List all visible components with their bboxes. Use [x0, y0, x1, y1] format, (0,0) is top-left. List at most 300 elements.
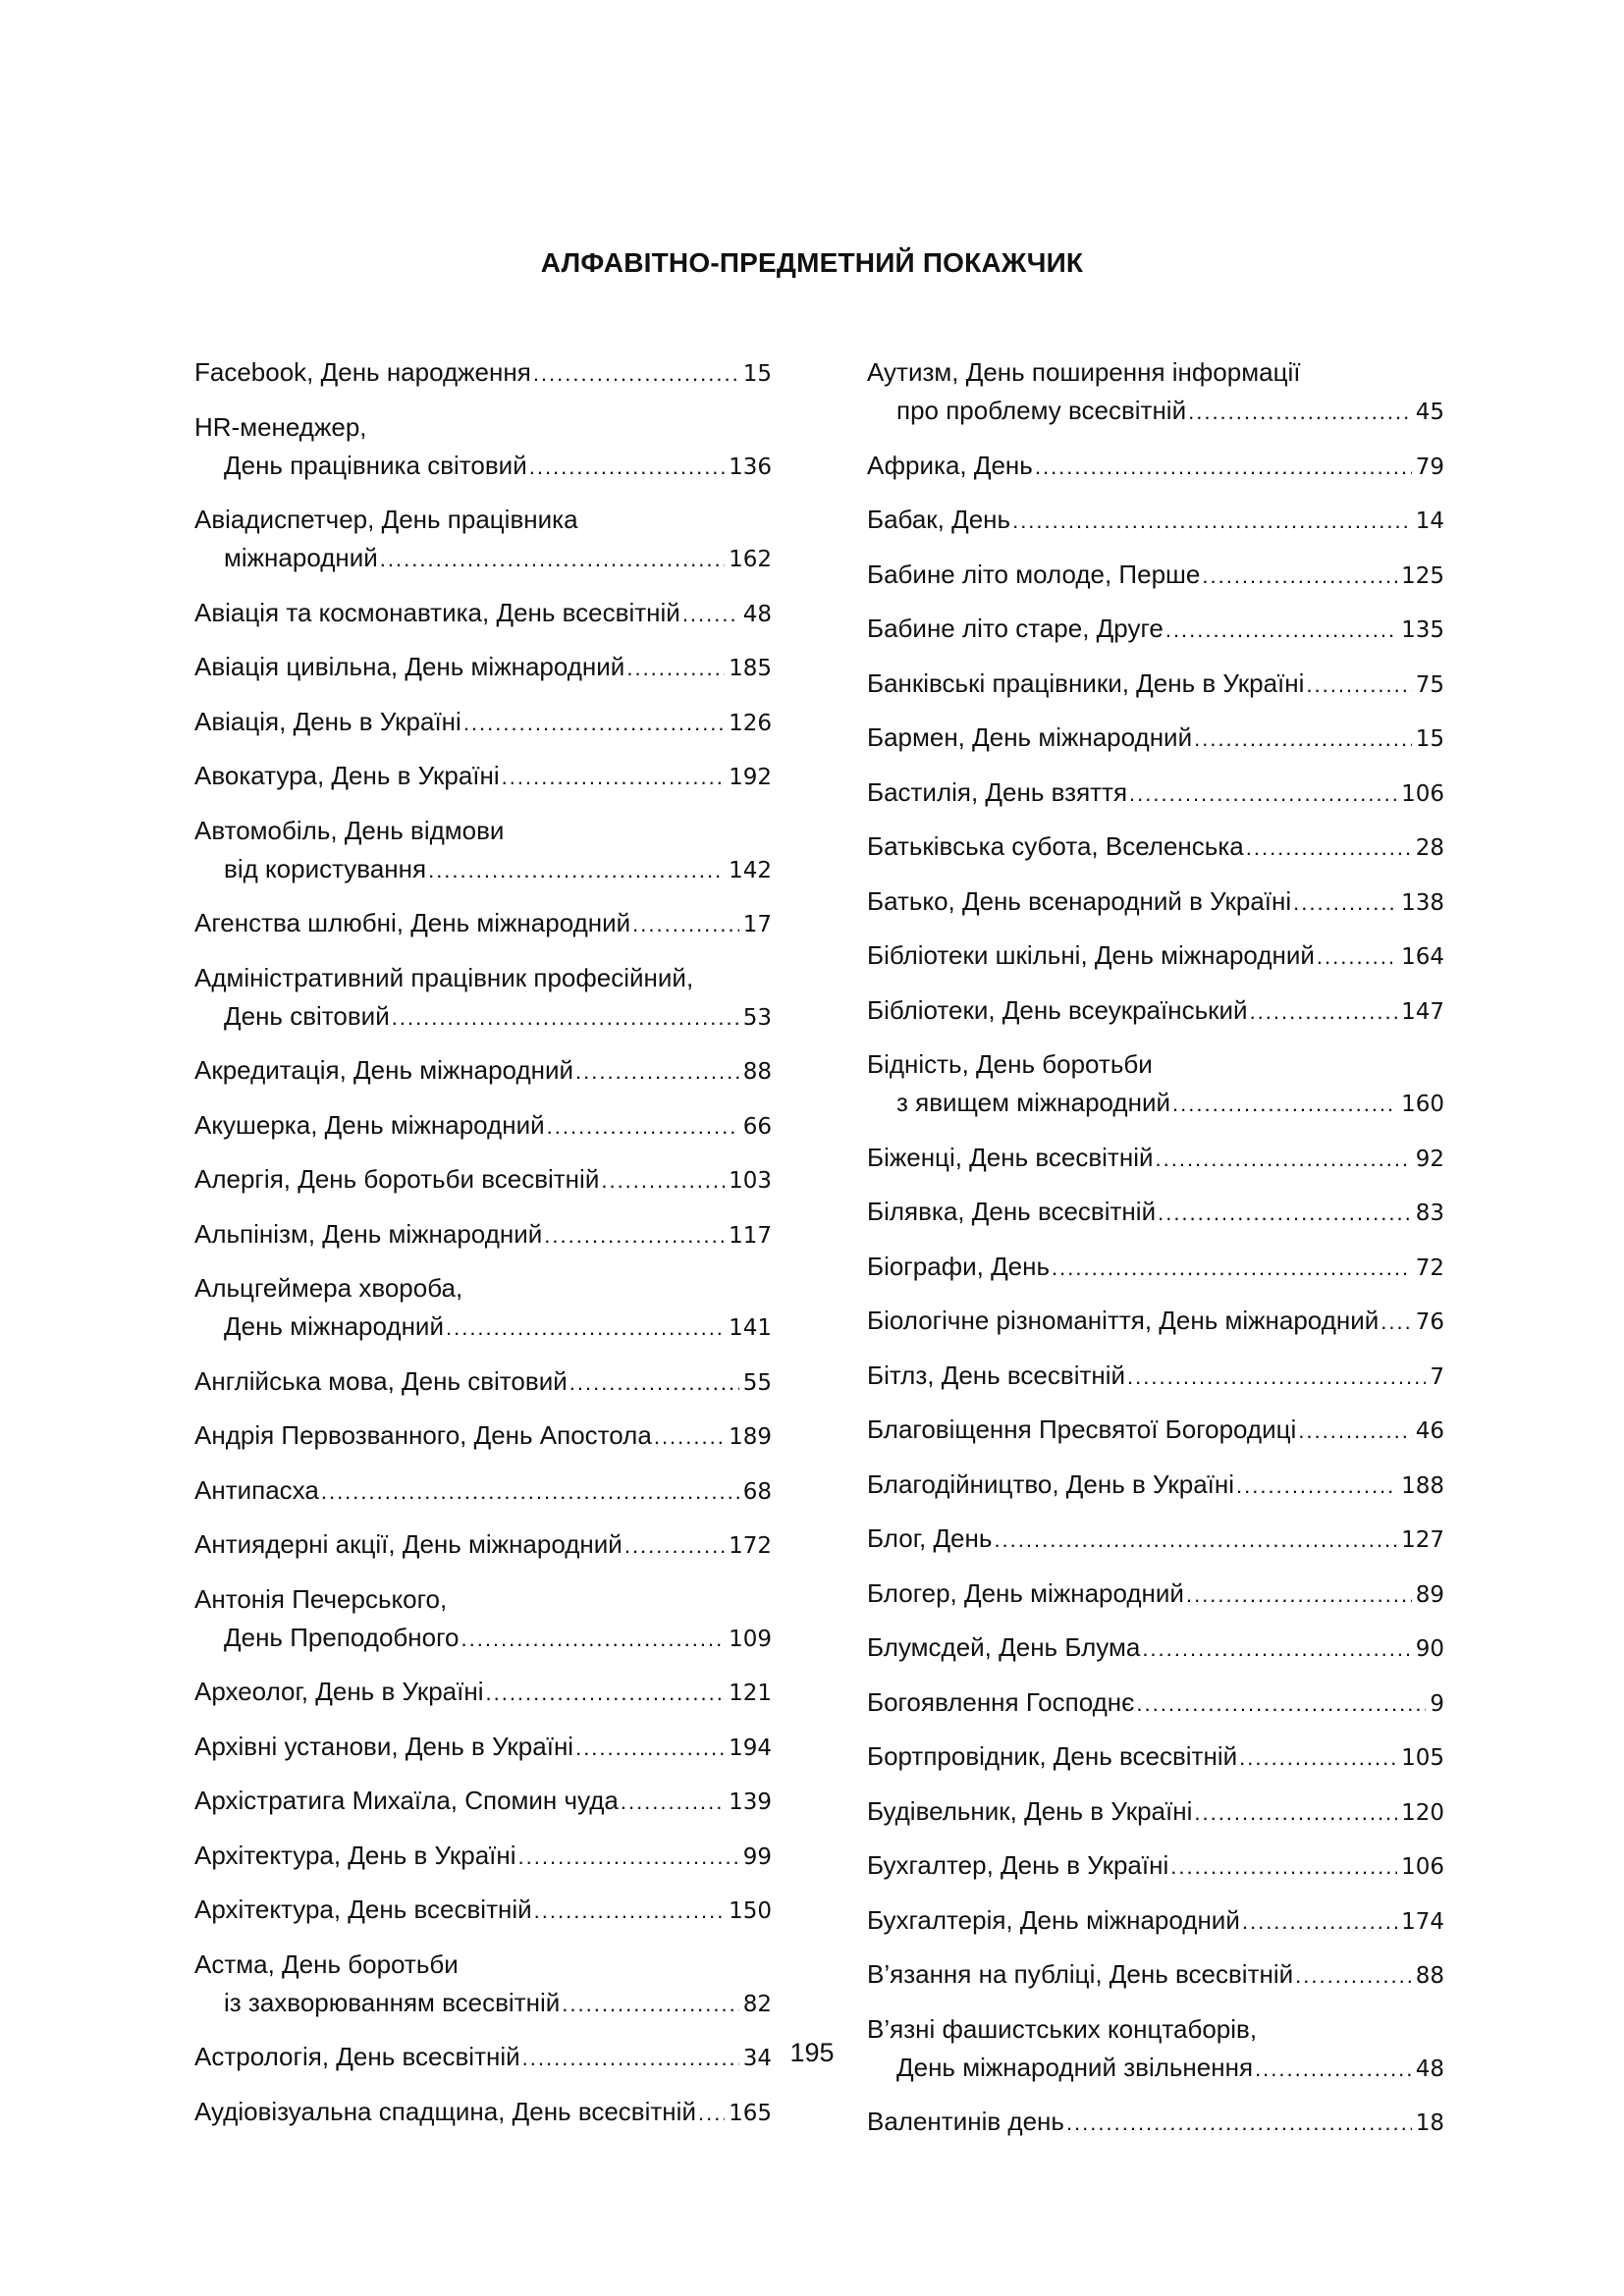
index-entry: [194, 1160, 772, 1201]
index-entry-line: [194, 594, 772, 634]
index-page-ref: 105: [1401, 1745, 1444, 1771]
index-entry-text: Блогер, День міжнародний: [867, 1577, 1184, 1608]
dot-leader: [533, 354, 739, 393]
index-page-ref: 185: [729, 656, 772, 681]
index-entry-continuation: [194, 539, 772, 579]
dot-leader: [1306, 666, 1411, 704]
dot-leader: [380, 540, 725, 578]
index-entry: [194, 1362, 772, 1403]
dot-leader: [1236, 1467, 1397, 1505]
index-entry: [194, 959, 772, 1038]
index-page-ref: 135: [1401, 617, 1444, 643]
index-entry-text: Богоявлення Господнє: [867, 1686, 1135, 1717]
dot-leader: [994, 1521, 1397, 1559]
index-entry-line: [867, 1139, 1444, 1179]
index-entry-text: Агенства шлюбні, День міжнародний: [194, 908, 631, 937]
dot-leader: [626, 649, 725, 687]
index-page-ref: 88: [742, 1059, 772, 1085]
index-entry-text: Авіація та космонавтика, День всесвітній: [194, 597, 680, 627]
index-page-ref: 45: [1415, 400, 1444, 425]
index-page-ref: 46: [1415, 1418, 1444, 1444]
index-page-ref: 55: [742, 1369, 772, 1396]
index-entry-continuation: [194, 850, 772, 890]
index-entry-text: Астма, День боротьби: [194, 1949, 459, 1979]
index-page-ref: 141: [729, 1315, 772, 1341]
dot-leader: [621, 1783, 725, 1821]
dot-leader: [1295, 1956, 1412, 1995]
index-entry-line: [867, 1737, 1444, 1778]
index-entry-continuation: [867, 1084, 1444, 1124]
index-entry: [194, 501, 772, 579]
index-entry-line: [867, 665, 1444, 705]
index-entry-line: [194, 408, 772, 447]
index-page-ref: 92: [1415, 1146, 1444, 1172]
page-number: 195: [789, 2038, 835, 2067]
index-entry-text: Альпінізм, День міжнародний: [194, 1218, 543, 1249]
dot-leader: [1293, 883, 1397, 922]
dot-leader: [1246, 828, 1412, 867]
index-entry: [867, 556, 1444, 596]
index-entry: [194, 1891, 772, 1931]
index-page-ref: 160: [1401, 1092, 1444, 1117]
index-entry-line: [194, 1416, 772, 1457]
index-page-ref: 66: [742, 1113, 772, 1140]
index-page-ref: 150: [729, 1898, 772, 1924]
index-entry: [194, 1782, 772, 1822]
index-page-ref: 72: [1415, 1255, 1444, 1281]
index-entry-continuation: [194, 1619, 772, 1659]
index-entry-line: [867, 936, 1444, 977]
dot-leader: [544, 1216, 725, 1255]
index-entry: [867, 2103, 1444, 2143]
dot-leader: [392, 998, 739, 1037]
index-entry-line: [194, 1891, 772, 1931]
index-entry-line: [867, 828, 1444, 868]
index-entry: [867, 1629, 1444, 1669]
index-column-left: [194, 353, 772, 2147]
dot-leader: [1194, 1793, 1397, 1832]
index-page-ref: 174: [1401, 1908, 1444, 1935]
index-entry-text: День міжнародний: [224, 1311, 444, 1341]
index-entry: [194, 757, 772, 797]
index-entry-line: [194, 1525, 772, 1566]
index-page-ref: 139: [729, 1789, 772, 1815]
index-entry-text: Благовіщення Пресвятої Богородиці: [867, 1415, 1297, 1444]
index-entry: [867, 719, 1444, 759]
index-entry-line: [194, 1106, 772, 1147]
index-page-ref: 99: [742, 1843, 772, 1870]
dot-leader: [529, 448, 725, 486]
index-entry-text: Блог, День: [867, 1523, 993, 1553]
index-entry: [194, 1416, 772, 1457]
index-entry: [867, 447, 1444, 487]
index-page-ref: 15: [1415, 726, 1444, 752]
index-entry: [867, 1955, 1444, 1996]
index-entry-line: [867, 1466, 1444, 1506]
index-entry: [867, 991, 1444, 1032]
dot-leader: [569, 1363, 739, 1402]
index-entry-line: [867, 1792, 1444, 1833]
index-entry-line: [867, 1901, 1444, 1942]
dot-leader: [575, 1052, 739, 1091]
index-page-ref: 15: [742, 361, 772, 387]
index-entry-text: В’язання на публіці, День всесвітній: [867, 1959, 1294, 1989]
dot-leader: [682, 595, 739, 633]
index-entry: [194, 1837, 772, 1877]
index-entry-text: Бортпровідник, День всесвітній: [867, 1741, 1238, 1771]
index-page-ref: 164: [1401, 944, 1444, 970]
index-entry-line: [867, 1520, 1444, 1560]
index-entry-text: Аутизм, День поширення інформації: [867, 357, 1301, 387]
dot-leader: [1156, 1140, 1412, 1178]
index-entry-text: Будівельник, День в Україні: [867, 1795, 1193, 1826]
dot-leader: [518, 1838, 739, 1876]
index-page-ref: 194: [729, 1735, 772, 1761]
dot-leader: [624, 1526, 725, 1565]
index-entry: [194, 2093, 772, 2133]
index-entry: [194, 904, 772, 944]
index-entry-text: Бібліотеки, День всеукраїнський: [867, 994, 1248, 1025]
index-entry: [194, 353, 772, 394]
index-entry-line: [867, 991, 1444, 1032]
index-entry-text: про проблему всесвітній: [896, 396, 1187, 425]
index-entry-text: Бармен, День міжнародний: [867, 722, 1193, 752]
index-entry-line: [867, 1357, 1444, 1397]
index-entry-line: [194, 1673, 772, 1713]
index-entry-text: Акушерка, День міжнародний: [194, 1109, 545, 1140]
index-page-ref: 147: [1401, 998, 1444, 1025]
dot-leader: [460, 1620, 725, 1658]
index-entry-text: В’язні фашистських концтаборів,: [867, 2013, 1258, 2044]
index-entry: [867, 665, 1444, 705]
index-entry-text: Архітектура, День всесвітній: [194, 1895, 532, 1924]
index-entry-line: [867, 1683, 1444, 1724]
index-page-ref: 127: [1401, 1527, 1444, 1553]
index-entry-text: Альцгеймера хвороба,: [194, 1273, 463, 1303]
index-entry-text: Антонія Печерського,: [194, 1583, 448, 1614]
index-page-ref: 17: [742, 912, 772, 937]
dot-leader: [1239, 1738, 1397, 1777]
index-page-ref: 90: [1415, 1636, 1444, 1662]
index-entry-text: з явищем міжнародний: [896, 1088, 1171, 1117]
index-entry-line: [194, 501, 772, 539]
index-entry-text: Батьківська субота, Вселенська: [867, 831, 1244, 861]
index-entry-text: Бухгалтерія, День міжнародний: [867, 1904, 1240, 1935]
index-entry-text: Бабине літо старе, Друге: [867, 614, 1164, 643]
dot-leader: [1158, 1194, 1412, 1232]
index-entry: [867, 774, 1444, 814]
index-entry: [867, 1792, 1444, 1833]
index-entry-line: [194, 703, 772, 743]
dot-leader: [1129, 774, 1397, 813]
index-entry: [867, 1411, 1444, 1451]
index-page-ref: 83: [1415, 1201, 1444, 1226]
index-entry: [867, 353, 1444, 432]
index-entry-text: День Преподобного: [224, 1622, 460, 1652]
index-page-ref: 162: [729, 547, 772, 572]
index-entry-text: Бідність, День боротьби: [867, 1049, 1153, 1079]
dot-leader: [1186, 1575, 1412, 1614]
index-entry-text: Астрологія, День всесвітній: [194, 2042, 520, 2071]
index-entry: [194, 1946, 772, 2024]
index-entry-text: Біологічне різноманіття, День міжнародний: [867, 1306, 1380, 1335]
index-entry: [194, 1525, 772, 1566]
index-page-ref: 82: [742, 1991, 772, 2017]
index-entry: [867, 1683, 1444, 1724]
index-page-ref: 88: [1415, 1963, 1444, 1989]
dot-leader: [654, 1417, 725, 1456]
index-entry-text: Адміністративний працівник професійний,: [194, 962, 694, 992]
index-entry-line: [867, 2103, 1444, 2143]
index-entry-text: Андрія Первозванного, День Апостола: [194, 1420, 652, 1450]
dot-leader: [1165, 611, 1397, 649]
index-entry-line: [867, 556, 1444, 596]
index-page-ref: 106: [1401, 780, 1444, 807]
index-entry: [194, 594, 772, 634]
index-entry-line: [194, 757, 772, 797]
index-entry: [867, 1575, 1444, 1615]
index-entry-line: [867, 719, 1444, 759]
index-page-ref: 28: [1415, 835, 1444, 861]
index-entry: [194, 648, 772, 688]
index-entry-text: Бібліотеки шкільні, День міжнародний: [867, 940, 1315, 970]
index-entry-continuation: [194, 1308, 772, 1348]
index-entry-line: [194, 1946, 772, 1984]
index-page-ref: 48: [742, 601, 772, 627]
index-entry: [867, 1901, 1444, 1942]
index-title: АЛФАВІТНО-ПРЕДМЕТНИЙ ПОКАЖЧИК: [540, 247, 1084, 278]
index-page-ref: 138: [1401, 889, 1444, 916]
index-page-ref: 125: [1401, 562, 1444, 589]
dot-leader: [428, 851, 725, 889]
index-entry-text: Білявка, День всесвітній: [867, 1197, 1157, 1226]
index-entry-line: [867, 1846, 1444, 1887]
index-entry-text: від користування: [224, 853, 427, 883]
index-entry-continuation: [194, 1984, 772, 2024]
index-page-ref: 189: [729, 1424, 772, 1450]
index-entry-text: HR-менеджер,: [194, 411, 367, 442]
dot-leader: [1136, 1684, 1426, 1723]
index-entry-text: Архітектура, День в Україні: [194, 1840, 516, 1870]
index-entry: [194, 1471, 772, 1512]
dot-leader: [1250, 992, 1398, 1031]
index-page-ref: 7: [1430, 1363, 1444, 1390]
index-entry-line: [867, 1629, 1444, 1669]
index-entry-text: Авіація цивільна, День міжнародний: [194, 652, 625, 681]
dot-leader: [632, 905, 739, 943]
index-entry-text: Антипасха: [194, 1474, 319, 1505]
index-entry-text: Автомобіль, День відмови: [194, 815, 505, 845]
dot-leader: [1202, 557, 1397, 595]
dot-leader: [562, 1985, 738, 2023]
index-page-ref: 192: [729, 765, 772, 790]
dot-leader: [1194, 720, 1412, 758]
dot-leader: [1127, 1358, 1426, 1396]
index-page-ref: 142: [729, 857, 772, 883]
index-entry-text: День працівника світовий: [224, 450, 527, 480]
index-entry: [194, 1269, 772, 1348]
index-entry-continuation: [867, 392, 1444, 432]
index-entry: [867, 882, 1444, 923]
index-entry-text: Архістратига Михаїла, Спомин чуда: [194, 1786, 619, 1815]
index-entry: [867, 1846, 1444, 1887]
index-entry: [194, 1106, 772, 1147]
index-entry: [867, 1357, 1444, 1397]
index-entry-line: [194, 904, 772, 944]
index-entry-line: [867, 774, 1444, 814]
dot-leader: [463, 704, 725, 742]
index-entry-line: [194, 812, 772, 850]
index-entry-text: День світовий: [224, 1000, 390, 1031]
index-entry: [867, 501, 1444, 541]
dot-leader: [1188, 393, 1412, 431]
index-entry-line: [194, 1269, 772, 1308]
dot-leader: [502, 758, 725, 796]
index-entry-text: Авіадиспетчер, День працівника: [194, 505, 578, 534]
index-entry-text: Архівні установи, День в Україні: [194, 1731, 574, 1761]
dot-leader: [1242, 1902, 1397, 1941]
dot-leader: [534, 1892, 725, 1930]
index-page-ref: 103: [729, 1168, 772, 1194]
index-entry: [867, 1302, 1444, 1342]
dot-leader: [1172, 1085, 1397, 1123]
index-entry-line: [867, 610, 1444, 650]
index-entry-text: Авокатура, День в Україні: [194, 761, 500, 790]
index-entry: [867, 1737, 1444, 1778]
index-entry-continuation: [194, 447, 772, 487]
index-entry-text: Акредитація, День міжнародний: [194, 1055, 574, 1085]
index-entry-line: [194, 1215, 772, 1255]
index-entry-text: міжнародний: [224, 543, 378, 572]
index-entry-line: [867, 1045, 1444, 1084]
index-entry-line: [867, 882, 1444, 923]
index-entry: [194, 1215, 772, 1255]
index-entry-text: Бастилія, День взяття: [867, 776, 1128, 807]
index-page-ref: 120: [1401, 1799, 1444, 1826]
index-entry-text: Валентинів день: [867, 2107, 1064, 2136]
index-entry-line: [867, 501, 1444, 541]
index-page-ref: 75: [1415, 671, 1444, 698]
index-page-ref: 126: [729, 710, 772, 736]
index-entry: [867, 1045, 1444, 1124]
index-entry-text: День міжнародний звільнення: [896, 2052, 1254, 2082]
index-entry-text: Благодійництво, День в Україні: [867, 1468, 1235, 1499]
index-page-ref: 121: [729, 1681, 772, 1706]
index-entry-line: [194, 1471, 772, 1512]
index-entry: [867, 1139, 1444, 1179]
index-page-ref: 9: [1430, 1690, 1444, 1717]
index-page-ref: 136: [729, 454, 772, 480]
index-page-ref: 188: [1401, 1472, 1444, 1499]
dot-leader: [1298, 1412, 1411, 1450]
index-entry-line: [194, 1837, 772, 1877]
dot-leader: [446, 1308, 725, 1347]
index-entry: [194, 703, 772, 743]
index-entry-text: Біженці, День всесвітній: [867, 1142, 1154, 1172]
dot-leader: [1380, 1303, 1411, 1341]
index-entry: [867, 1466, 1444, 1506]
index-page-ref: 34: [742, 2046, 772, 2071]
index-page-ref: 89: [1415, 1581, 1444, 1608]
index-entry: [194, 1051, 772, 1092]
dot-leader: [601, 1161, 725, 1200]
index-entry-text: Банківські працівники, День в Україні: [867, 667, 1305, 698]
dot-leader: [1142, 1629, 1411, 1668]
index-page-ref: 53: [742, 1004, 772, 1031]
dot-leader: [1012, 502, 1412, 540]
index-entry: [194, 1580, 772, 1659]
index-entry-line: [194, 1728, 772, 1768]
index-entry: [867, 1248, 1444, 1288]
index-entry-text: Батько, День всенародний в Україні: [867, 885, 1292, 916]
index-entry-line: [194, 2093, 772, 2133]
index-entry-text: Алергія, День боротьби всесвітній: [194, 1164, 600, 1194]
index-entry-line: [867, 1193, 1444, 1233]
index-entry-text: Аудіовізуальна спадщина, День всесвітній: [194, 2096, 696, 2126]
index-entry-line: [867, 1411, 1444, 1451]
dot-leader: [575, 1729, 725, 1767]
dot-leader: [1317, 937, 1397, 976]
dot-leader: [485, 1674, 725, 1712]
index-entry: [867, 1520, 1444, 1560]
index-entry: [194, 408, 772, 487]
index-entry-line: [194, 1782, 772, 1822]
index-entry-text: Бабак, День: [867, 505, 1011, 534]
dot-leader: [1035, 448, 1412, 486]
index-entry-text: Facebook, День народження: [194, 357, 531, 387]
index-entry-text: Антиядерні акції, День міжнародний: [194, 1529, 623, 1559]
index-entry: [867, 828, 1444, 868]
dot-leader: [1066, 2104, 1412, 2142]
index-entry-line: [194, 1362, 772, 1403]
index-entry-line: [194, 353, 772, 394]
index-page-ref: 79: [1415, 454, 1444, 480]
index-entry-line: [194, 1051, 772, 1092]
index-entry: [867, 936, 1444, 977]
index-entry: [194, 1673, 772, 1713]
index-entry: [867, 1193, 1444, 1233]
index-entry-line: [194, 648, 772, 688]
index-entry-text: Авіація, День в Україні: [194, 706, 461, 736]
index-entry-text: Бабине літо молоде, Перше: [867, 559, 1201, 589]
index-column-right: [867, 353, 1444, 2158]
index-page-ref: 48: [1415, 2056, 1444, 2082]
index-entry-continuation: [194, 997, 772, 1038]
index-page-ref: 117: [729, 1222, 772, 1249]
index-entry-text: Археолог, День в Україні: [194, 1677, 484, 1706]
index-entry-text: Бухгалтер, День в Україні: [867, 1850, 1169, 1880]
index-entry-line: [194, 1160, 772, 1201]
dot-leader: [547, 1107, 739, 1146]
index-entry-line: [194, 1580, 772, 1619]
index-entry-text: Біографи, День: [867, 1251, 1051, 1281]
index-entry-text: із захворюванням всесвітній: [224, 1987, 561, 2017]
index-page-ref: 68: [742, 1478, 772, 1505]
index-entry-line: [867, 447, 1444, 487]
index-page-ref: 172: [729, 1533, 772, 1559]
index-entry-line: [194, 959, 772, 997]
index-page-ref: 106: [1401, 1854, 1444, 1880]
dot-leader: [1052, 1249, 1412, 1287]
index-page-ref: 109: [729, 1626, 772, 1652]
index-entry-line: [867, 1955, 1444, 1996]
index-page-ref: 14: [1415, 508, 1444, 534]
index-entry-text: Африка, День: [867, 450, 1033, 480]
index-entry-line: [867, 1302, 1444, 1342]
index-entry: [194, 812, 772, 890]
dot-leader: [1170, 1847, 1397, 1886]
index-entry-line: [867, 1248, 1444, 1288]
